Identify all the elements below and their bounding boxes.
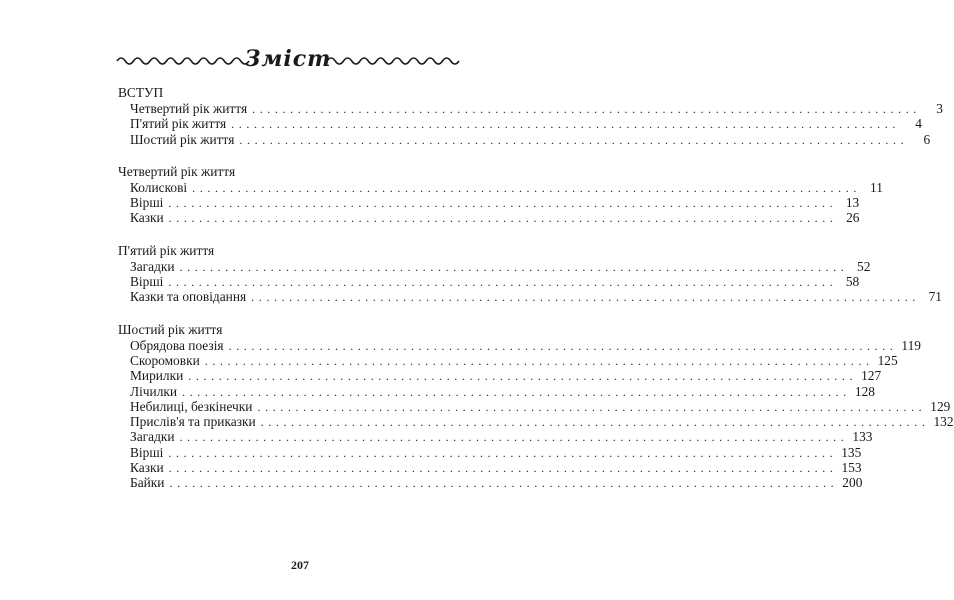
dot-leader: ........................................................................................ — [168, 275, 838, 290]
toc-entry[interactable] — [118, 444, 862, 460]
toc-entry[interactable] — [118, 258, 871, 274]
section-title: ВСТУП — [118, 85, 164, 100]
entry-label: Мирилки — [130, 368, 184, 384]
toc-section — [118, 321, 954, 491]
entry-label: Шостий рік життя — [130, 131, 235, 147]
dot-leader: ........................................................................................ — [231, 117, 900, 132]
dot-leader: ........................................................................................ — [169, 476, 839, 491]
entry-page-number: 13 — [845, 195, 860, 211]
toc-entry[interactable] — [118, 131, 931, 147]
toc-entry[interactable] — [118, 210, 860, 226]
dot-leader: ........................................................................................ — [168, 445, 838, 460]
dot-leader: ........................................................................................ — [168, 211, 838, 226]
entry-page-number: 4 — [915, 116, 922, 132]
entry-page-number: 3 — [936, 101, 943, 116]
entry-label: Вірші — [130, 444, 164, 460]
entry-label: Казки та оповідання — [130, 289, 247, 305]
entry-page-number: 71 — [928, 289, 942, 305]
entry-label: Небилиці, безкінечки — [130, 398, 253, 414]
toc-entry[interactable] — [118, 195, 860, 211]
toc-entry[interactable] — [118, 429, 873, 445]
entry-page-number: 128 — [854, 383, 875, 399]
dot-leader: ........................................................................................ — [168, 461, 838, 476]
toc-entry[interactable] — [118, 101, 943, 116]
dot-leader: ........................................................................................ — [257, 399, 927, 414]
entry-page-number: 119 — [901, 337, 921, 353]
dot-leader: ........................................................................................ — [204, 353, 874, 368]
entry-page-number: 58 — [845, 274, 860, 290]
entry-page-number: 200 — [842, 475, 863, 491]
entry-label: П'ятий рік життя — [130, 116, 227, 132]
toc-entry[interactable] — [118, 475, 863, 491]
entry-page-number: 127 — [861, 368, 882, 384]
dot-leader: ........................................................................................ — [182, 384, 851, 399]
toc-section — [118, 242, 942, 305]
toc-entry[interactable] — [118, 337, 921, 353]
dot-leader: ........................................................................................ — [252, 102, 921, 116]
toc-section — [118, 163, 883, 226]
dot-leader: ........................................................................................ — [179, 259, 849, 274]
toc-entry[interactable] — [118, 383, 875, 399]
entry-page-number: 52 — [857, 258, 871, 274]
toc-entry[interactable] — [118, 352, 898, 368]
dot-leader: ........................................................................................ — [192, 180, 861, 195]
dot-leader: ........................................................................................ — [188, 369, 858, 384]
entry-page-number: 133 — [852, 429, 873, 445]
entry-page-number: 125 — [877, 352, 898, 368]
entry-label: Вірші — [130, 195, 164, 211]
entry-label: Колискові — [130, 179, 188, 195]
table-of-contents — [118, 84, 954, 507]
toc-entry[interactable] — [118, 460, 862, 476]
toc-title: Зміст — [244, 46, 332, 72]
dot-leader: ........................................................................................ — [251, 290, 920, 305]
toc-entry[interactable] — [118, 414, 954, 430]
toc-entry[interactable] — [118, 368, 882, 384]
toc-entry[interactable] — [118, 179, 883, 195]
entry-label: Обрядова поезія — [130, 337, 224, 353]
entry-page-number: 132 — [933, 414, 954, 430]
entry-label: Казки — [130, 210, 164, 226]
dot-leader: ........................................................................................ — [260, 415, 930, 430]
toc-entry[interactable] — [118, 289, 942, 305]
dot-leader: ........................................................................................ — [239, 132, 909, 147]
entry-label: Вірші — [130, 274, 164, 290]
entry-page-number: 6 — [923, 131, 931, 147]
section-title: Шостий рік життя — [118, 321, 223, 337]
toc-entry[interactable] — [118, 116, 922, 132]
entry-label: Лічилки — [130, 383, 178, 399]
entry-label: Прислів'я та приказки — [130, 414, 256, 430]
entry-page-number: 11 — [870, 179, 883, 195]
entry-label: Загадки — [130, 429, 175, 445]
entry-page-number: 135 — [841, 444, 862, 460]
dot-leader: ........................................................................................ — [228, 338, 898, 353]
entry-page-number: 129 — [930, 398, 951, 414]
toc-header — [117, 44, 459, 76]
toc-section — [118, 84, 943, 147]
section-title: Четвертий рік життя — [118, 163, 236, 179]
entry-page-number: 26 — [846, 210, 860, 226]
page-number-footer: 207 — [291, 558, 309, 572]
toc-entry[interactable] — [118, 274, 860, 290]
entry-label: Скоромовки — [130, 352, 200, 368]
entry-page-number: 153 — [841, 460, 862, 476]
toc-entry[interactable] — [118, 398, 951, 414]
entry-label: Загадки — [130, 258, 175, 274]
entry-label: Четвертий рік життя — [130, 101, 248, 116]
dot-leader: ........................................................................................ — [179, 430, 849, 445]
entry-label: Казки — [130, 460, 164, 476]
wavy-ornament-right-icon — [327, 54, 459, 68]
dot-leader: ........................................................................................ — [168, 196, 838, 211]
entry-label: Байки — [130, 475, 165, 491]
section-title: П'ятий рік життя — [118, 242, 215, 258]
